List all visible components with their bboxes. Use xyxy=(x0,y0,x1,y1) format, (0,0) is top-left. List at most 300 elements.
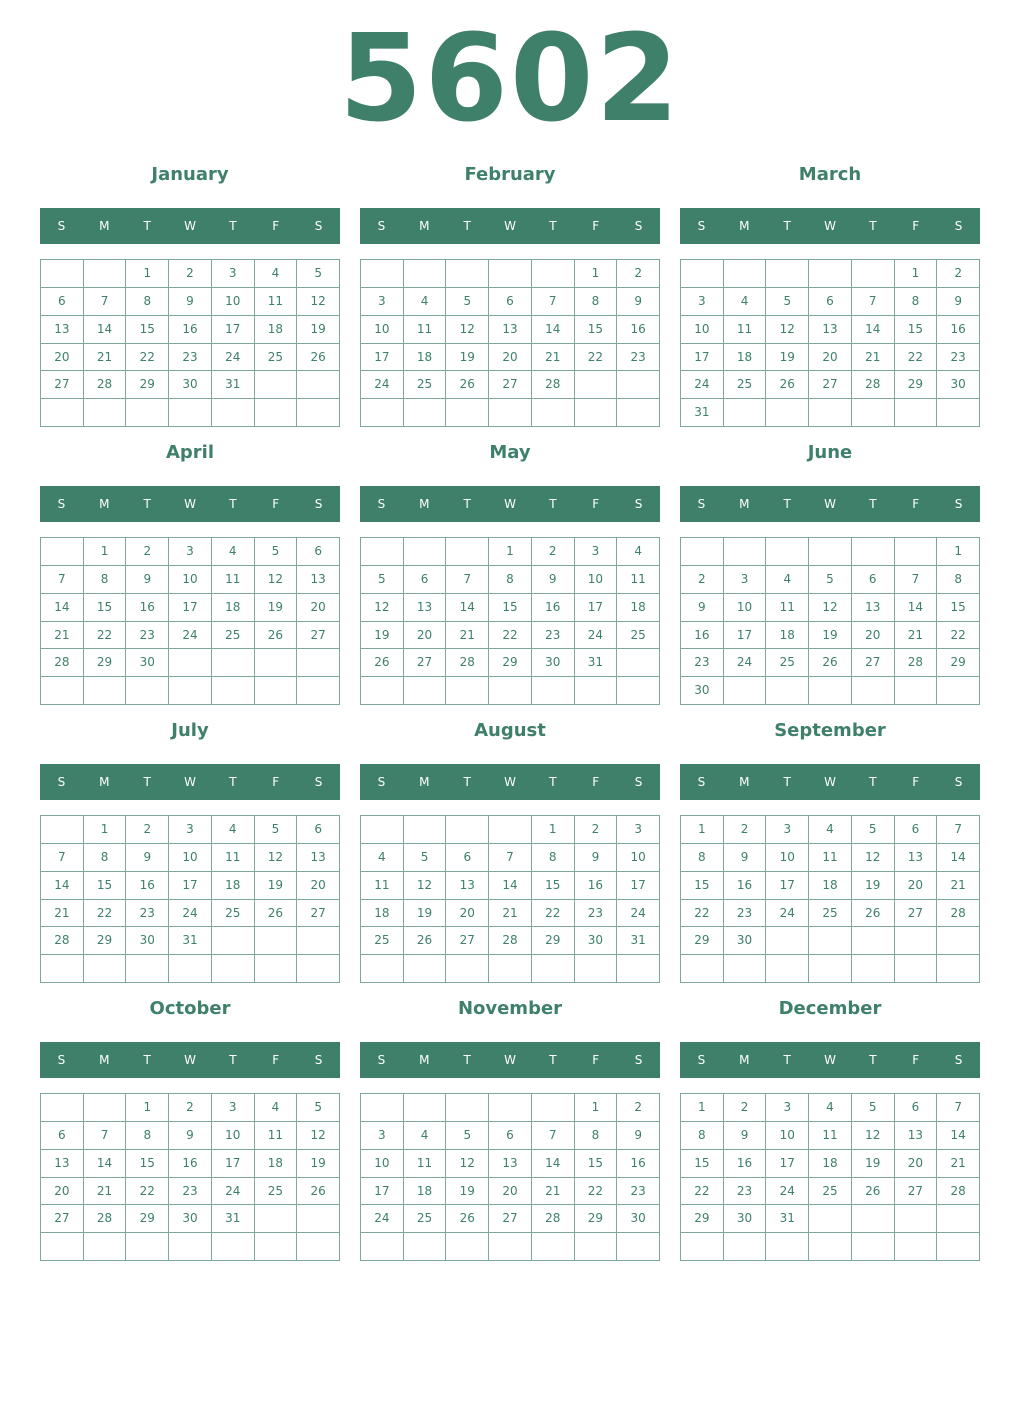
day-cell: 13 xyxy=(489,316,532,344)
day-cell: 10 xyxy=(681,316,724,344)
day-cell xyxy=(212,399,255,427)
day-cell: 27 xyxy=(446,927,489,955)
day-cell: 23 xyxy=(169,1178,212,1206)
day-cell: 7 xyxy=(41,566,84,594)
weekday-label: S xyxy=(634,219,643,233)
day-cell: 21 xyxy=(41,622,84,650)
day-cell: 30 xyxy=(575,927,618,955)
day-cell xyxy=(575,677,618,705)
day-cell xyxy=(575,955,618,983)
day-cell: 20 xyxy=(489,1178,532,1206)
day-cell: 1 xyxy=(937,538,980,566)
day-cell: 13 xyxy=(404,594,447,622)
day-cell: 4 xyxy=(617,538,660,566)
day-cell xyxy=(169,955,212,983)
weekday-label: F xyxy=(272,775,280,789)
weekday-label: W xyxy=(824,1053,836,1067)
day-cell: 13 xyxy=(446,872,489,900)
day-cell: 7 xyxy=(895,566,938,594)
day-cell: 23 xyxy=(937,344,980,372)
day-cell xyxy=(255,649,298,677)
day-cell: 27 xyxy=(41,1205,84,1233)
day-cell: 4 xyxy=(809,816,852,844)
day-cell: 20 xyxy=(41,1178,84,1206)
day-cell xyxy=(361,399,404,427)
day-cell: 17 xyxy=(212,316,255,344)
weekday-label: S xyxy=(377,775,386,789)
day-grid xyxy=(360,259,660,427)
day-cell: 29 xyxy=(681,927,724,955)
day-cell: 23 xyxy=(724,900,767,928)
day-cell xyxy=(809,399,852,427)
weekday-header xyxy=(680,764,980,800)
weekday-label: W xyxy=(504,775,516,789)
day-cell: 29 xyxy=(84,927,127,955)
day-cell: 1 xyxy=(126,1094,169,1122)
day-cell: 21 xyxy=(852,344,895,372)
day-cell xyxy=(489,955,532,983)
day-cell xyxy=(297,1233,340,1261)
month-september xyxy=(680,716,980,983)
day-cell: 2 xyxy=(126,538,169,566)
day-cell: 12 xyxy=(297,1122,340,1150)
day-cell: 23 xyxy=(617,344,660,372)
weekday-header xyxy=(40,486,340,522)
weekday-label: S xyxy=(634,775,643,789)
day-cell: 21 xyxy=(446,622,489,650)
day-cell: 17 xyxy=(575,594,618,622)
day-cell: 31 xyxy=(169,927,212,955)
day-cell: 28 xyxy=(895,649,938,677)
month-name: September xyxy=(774,720,886,741)
day-cell: 13 xyxy=(41,1150,84,1178)
day-cell: 15 xyxy=(126,316,169,344)
day-cell xyxy=(937,1233,980,1261)
day-cell: 17 xyxy=(169,872,212,900)
day-cell xyxy=(489,1233,532,1261)
day-cell: 12 xyxy=(361,594,404,622)
day-cell: 22 xyxy=(532,900,575,928)
day-cell: 11 xyxy=(404,1150,447,1178)
day-cell: 30 xyxy=(126,927,169,955)
weekday-label: W xyxy=(504,1053,516,1067)
weekday-label: F xyxy=(272,1053,280,1067)
weekday-label: F xyxy=(912,497,920,511)
day-cell: 30 xyxy=(169,1205,212,1233)
day-cell: 15 xyxy=(84,594,127,622)
day-cell: 11 xyxy=(809,1122,852,1150)
day-cell: 17 xyxy=(681,344,724,372)
day-cell: 10 xyxy=(212,1122,255,1150)
weekday-header xyxy=(360,486,660,522)
month-june xyxy=(680,438,980,705)
day-cell: 18 xyxy=(404,1178,447,1206)
day-cell: 5 xyxy=(809,566,852,594)
day-cell: 2 xyxy=(724,1094,767,1122)
day-cell: 30 xyxy=(937,371,980,399)
day-cell: 16 xyxy=(532,594,575,622)
weekday-label: F xyxy=(272,219,280,233)
day-cell: 11 xyxy=(255,288,298,316)
day-cell: 1 xyxy=(575,1094,618,1122)
day-cell: 5 xyxy=(404,844,447,872)
day-cell: 27 xyxy=(809,371,852,399)
weekday-label: S xyxy=(314,497,323,511)
day-cell: 14 xyxy=(41,594,84,622)
day-cell: 1 xyxy=(126,260,169,288)
day-cell xyxy=(41,1094,84,1122)
day-cell xyxy=(766,399,809,427)
day-cell: 12 xyxy=(809,594,852,622)
day-cell xyxy=(852,399,895,427)
day-cell: 25 xyxy=(809,1178,852,1206)
day-cell: 29 xyxy=(575,1205,618,1233)
day-cell xyxy=(852,677,895,705)
day-cell xyxy=(766,955,809,983)
weekday-header xyxy=(360,1042,660,1078)
weekday-label: T xyxy=(143,1053,151,1067)
day-cell: 14 xyxy=(895,594,938,622)
day-cell: 8 xyxy=(126,288,169,316)
day-cell: 29 xyxy=(489,649,532,677)
day-cell: 14 xyxy=(84,316,127,344)
weekday-label: S xyxy=(314,775,323,789)
day-cell xyxy=(404,1094,447,1122)
day-cell: 10 xyxy=(361,316,404,344)
day-cell xyxy=(84,677,127,705)
weekday-label: W xyxy=(184,775,196,789)
day-cell xyxy=(852,1205,895,1233)
day-cell xyxy=(84,399,127,427)
day-cell: 25 xyxy=(809,900,852,928)
day-cell: 17 xyxy=(361,1178,404,1206)
weekday-label: T xyxy=(463,219,471,233)
day-cell: 10 xyxy=(212,288,255,316)
day-cell: 21 xyxy=(84,344,127,372)
day-cell: 25 xyxy=(361,927,404,955)
day-cell: 29 xyxy=(937,649,980,677)
day-cell: 9 xyxy=(126,844,169,872)
month-name: December xyxy=(778,998,882,1019)
day-cell: 23 xyxy=(126,900,169,928)
day-cell: 29 xyxy=(681,1205,724,1233)
day-cell: 25 xyxy=(617,622,660,650)
weekday-label: S xyxy=(634,1053,643,1067)
day-cell xyxy=(809,927,852,955)
day-grid xyxy=(40,1093,340,1261)
day-cell xyxy=(895,677,938,705)
day-cell: 9 xyxy=(617,288,660,316)
day-cell: 30 xyxy=(169,371,212,399)
day-cell: 11 xyxy=(404,316,447,344)
weekday-label: W xyxy=(824,219,836,233)
day-cell: 14 xyxy=(852,316,895,344)
month-august xyxy=(360,716,660,983)
weekday-label: W xyxy=(184,219,196,233)
day-cell: 22 xyxy=(84,900,127,928)
day-cell: 22 xyxy=(575,1178,618,1206)
weekday-label: S xyxy=(697,775,706,789)
day-cell: 2 xyxy=(617,1094,660,1122)
day-cell: 15 xyxy=(126,1150,169,1178)
day-cell: 26 xyxy=(255,900,298,928)
weekday-label: W xyxy=(504,497,516,511)
day-cell: 3 xyxy=(617,816,660,844)
day-grid xyxy=(360,1093,660,1261)
month-name: February xyxy=(464,164,556,185)
day-cell xyxy=(809,1233,852,1261)
day-cell: 12 xyxy=(255,566,298,594)
weekday-label: T xyxy=(463,775,471,789)
day-cell xyxy=(404,955,447,983)
day-cell: 9 xyxy=(169,1122,212,1150)
day-cell: 19 xyxy=(255,594,298,622)
day-cell: 18 xyxy=(809,1150,852,1178)
day-cell: 5 xyxy=(255,538,298,566)
day-cell: 25 xyxy=(212,622,255,650)
weekday-label: T xyxy=(869,497,877,511)
weekday-header xyxy=(680,1042,980,1078)
weekday-label: S xyxy=(57,775,66,789)
day-cell: 3 xyxy=(681,288,724,316)
day-grid xyxy=(40,537,340,705)
day-cell xyxy=(255,677,298,705)
day-cell: 15 xyxy=(895,316,938,344)
day-cell: 5 xyxy=(852,1094,895,1122)
day-cell: 4 xyxy=(212,816,255,844)
day-cell: 7 xyxy=(937,816,980,844)
day-cell: 19 xyxy=(404,900,447,928)
day-cell: 20 xyxy=(446,900,489,928)
day-cell: 4 xyxy=(724,288,767,316)
day-cell: 22 xyxy=(681,900,724,928)
day-cell xyxy=(681,955,724,983)
day-cell xyxy=(361,955,404,983)
day-cell: 14 xyxy=(84,1150,127,1178)
day-cell xyxy=(532,1233,575,1261)
day-cell xyxy=(766,260,809,288)
day-cell xyxy=(169,399,212,427)
weekday-header xyxy=(40,764,340,800)
weekday-label: W xyxy=(504,219,516,233)
day-cell xyxy=(724,1233,767,1261)
weekday-label: S xyxy=(57,497,66,511)
day-cell: 31 xyxy=(212,371,255,399)
day-cell: 4 xyxy=(361,844,404,872)
day-cell xyxy=(766,1233,809,1261)
day-cell: 21 xyxy=(84,1178,127,1206)
day-cell: 22 xyxy=(126,344,169,372)
month-name: August xyxy=(474,720,546,741)
weekday-label: S xyxy=(377,1053,386,1067)
day-cell xyxy=(361,677,404,705)
day-cell: 2 xyxy=(937,260,980,288)
day-cell: 28 xyxy=(446,649,489,677)
month-name: March xyxy=(798,164,862,185)
day-cell: 16 xyxy=(617,316,660,344)
weekday-label: S xyxy=(954,1053,963,1067)
day-cell xyxy=(724,677,767,705)
day-cell: 23 xyxy=(617,1178,660,1206)
day-cell xyxy=(895,399,938,427)
day-cell: 14 xyxy=(41,872,84,900)
day-cell: 20 xyxy=(895,872,938,900)
weekday-header xyxy=(40,1042,340,1078)
day-cell xyxy=(297,1205,340,1233)
day-cell: 22 xyxy=(84,622,127,650)
day-cell xyxy=(84,955,127,983)
day-cell: 5 xyxy=(446,288,489,316)
day-cell: 7 xyxy=(852,288,895,316)
day-cell: 14 xyxy=(532,1150,575,1178)
day-cell: 1 xyxy=(681,1094,724,1122)
day-cell: 5 xyxy=(255,816,298,844)
day-cell: 23 xyxy=(126,622,169,650)
day-cell: 6 xyxy=(895,816,938,844)
weekday-label: S xyxy=(314,1053,323,1067)
day-cell: 8 xyxy=(575,288,618,316)
day-cell: 20 xyxy=(489,344,532,372)
day-cell: 25 xyxy=(255,344,298,372)
day-cell: 29 xyxy=(532,927,575,955)
day-cell: 16 xyxy=(724,1150,767,1178)
day-cell: 31 xyxy=(766,1205,809,1233)
day-cell: 27 xyxy=(404,649,447,677)
day-cell: 6 xyxy=(852,566,895,594)
day-cell: 18 xyxy=(255,1150,298,1178)
day-cell: 24 xyxy=(169,900,212,928)
day-cell: 18 xyxy=(212,594,255,622)
weekday-label: M xyxy=(739,219,750,233)
day-cell xyxy=(617,399,660,427)
weekday-label: F xyxy=(592,219,600,233)
day-cell: 28 xyxy=(532,371,575,399)
day-cell: 24 xyxy=(681,371,724,399)
weekday-label: S xyxy=(954,775,963,789)
day-cell: 28 xyxy=(532,1205,575,1233)
day-cell xyxy=(41,399,84,427)
day-cell: 8 xyxy=(84,566,127,594)
weekday-label: T xyxy=(463,1053,471,1067)
day-cell xyxy=(852,1233,895,1261)
day-cell: 18 xyxy=(724,344,767,372)
month-march xyxy=(680,160,980,427)
day-cell xyxy=(809,538,852,566)
day-cell: 11 xyxy=(212,844,255,872)
day-cell: 12 xyxy=(852,1122,895,1150)
day-cell: 12 xyxy=(852,844,895,872)
weekday-label: M xyxy=(419,775,430,789)
day-grid xyxy=(360,815,660,983)
day-cell xyxy=(404,260,447,288)
day-cell: 2 xyxy=(617,260,660,288)
day-cell xyxy=(255,1205,298,1233)
day-cell: 17 xyxy=(212,1150,255,1178)
day-cell xyxy=(617,677,660,705)
day-cell: 8 xyxy=(126,1122,169,1150)
day-cell xyxy=(532,260,575,288)
day-cell xyxy=(404,1233,447,1261)
day-cell: 25 xyxy=(724,371,767,399)
day-cell: 11 xyxy=(212,566,255,594)
day-cell: 18 xyxy=(404,344,447,372)
day-cell xyxy=(404,816,447,844)
day-cell xyxy=(809,677,852,705)
day-cell: 4 xyxy=(212,538,255,566)
weekday-label: S xyxy=(314,219,323,233)
day-cell: 6 xyxy=(895,1094,938,1122)
day-cell: 15 xyxy=(575,316,618,344)
day-cell: 16 xyxy=(169,316,212,344)
day-cell: 8 xyxy=(84,844,127,872)
day-cell: 24 xyxy=(766,900,809,928)
day-cell: 15 xyxy=(84,872,127,900)
day-cell: 20 xyxy=(895,1150,938,1178)
day-cell: 1 xyxy=(895,260,938,288)
day-cell: 29 xyxy=(126,1205,169,1233)
weekday-label: M xyxy=(419,1053,430,1067)
day-cell: 30 xyxy=(532,649,575,677)
day-cell: 6 xyxy=(41,288,84,316)
day-cell: 11 xyxy=(766,594,809,622)
day-cell xyxy=(489,677,532,705)
day-cell: 21 xyxy=(937,872,980,900)
day-cell: 26 xyxy=(766,371,809,399)
day-cell: 21 xyxy=(937,1150,980,1178)
day-cell xyxy=(895,955,938,983)
weekday-label: M xyxy=(419,219,430,233)
day-cell xyxy=(766,538,809,566)
day-cell: 31 xyxy=(575,649,618,677)
day-cell: 7 xyxy=(532,1122,575,1150)
day-cell xyxy=(852,538,895,566)
day-cell: 5 xyxy=(852,816,895,844)
day-cell: 20 xyxy=(809,344,852,372)
day-cell: 26 xyxy=(446,1205,489,1233)
weekday-label: S xyxy=(954,497,963,511)
day-cell xyxy=(297,927,340,955)
day-cell xyxy=(532,399,575,427)
day-cell: 12 xyxy=(404,872,447,900)
day-cell: 27 xyxy=(895,900,938,928)
day-cell: 5 xyxy=(766,288,809,316)
day-cell: 7 xyxy=(937,1094,980,1122)
month-february xyxy=(360,160,660,427)
day-cell: 21 xyxy=(489,900,532,928)
day-cell: 24 xyxy=(766,1178,809,1206)
day-cell: 30 xyxy=(126,649,169,677)
day-cell xyxy=(297,955,340,983)
day-cell xyxy=(532,677,575,705)
weekday-label: M xyxy=(99,1053,110,1067)
day-cell xyxy=(41,1233,84,1261)
day-cell: 18 xyxy=(766,622,809,650)
day-cell: 5 xyxy=(297,260,340,288)
day-cell: 15 xyxy=(937,594,980,622)
day-grid xyxy=(40,815,340,983)
day-cell: 14 xyxy=(489,872,532,900)
day-cell: 10 xyxy=(575,566,618,594)
weekday-header xyxy=(680,486,980,522)
day-cell: 13 xyxy=(489,1150,532,1178)
day-cell: 28 xyxy=(41,649,84,677)
day-cell: 4 xyxy=(404,288,447,316)
year-title: 5602 xyxy=(339,10,681,149)
day-cell: 18 xyxy=(212,872,255,900)
day-cell: 23 xyxy=(681,649,724,677)
day-cell xyxy=(766,927,809,955)
day-cell xyxy=(446,677,489,705)
